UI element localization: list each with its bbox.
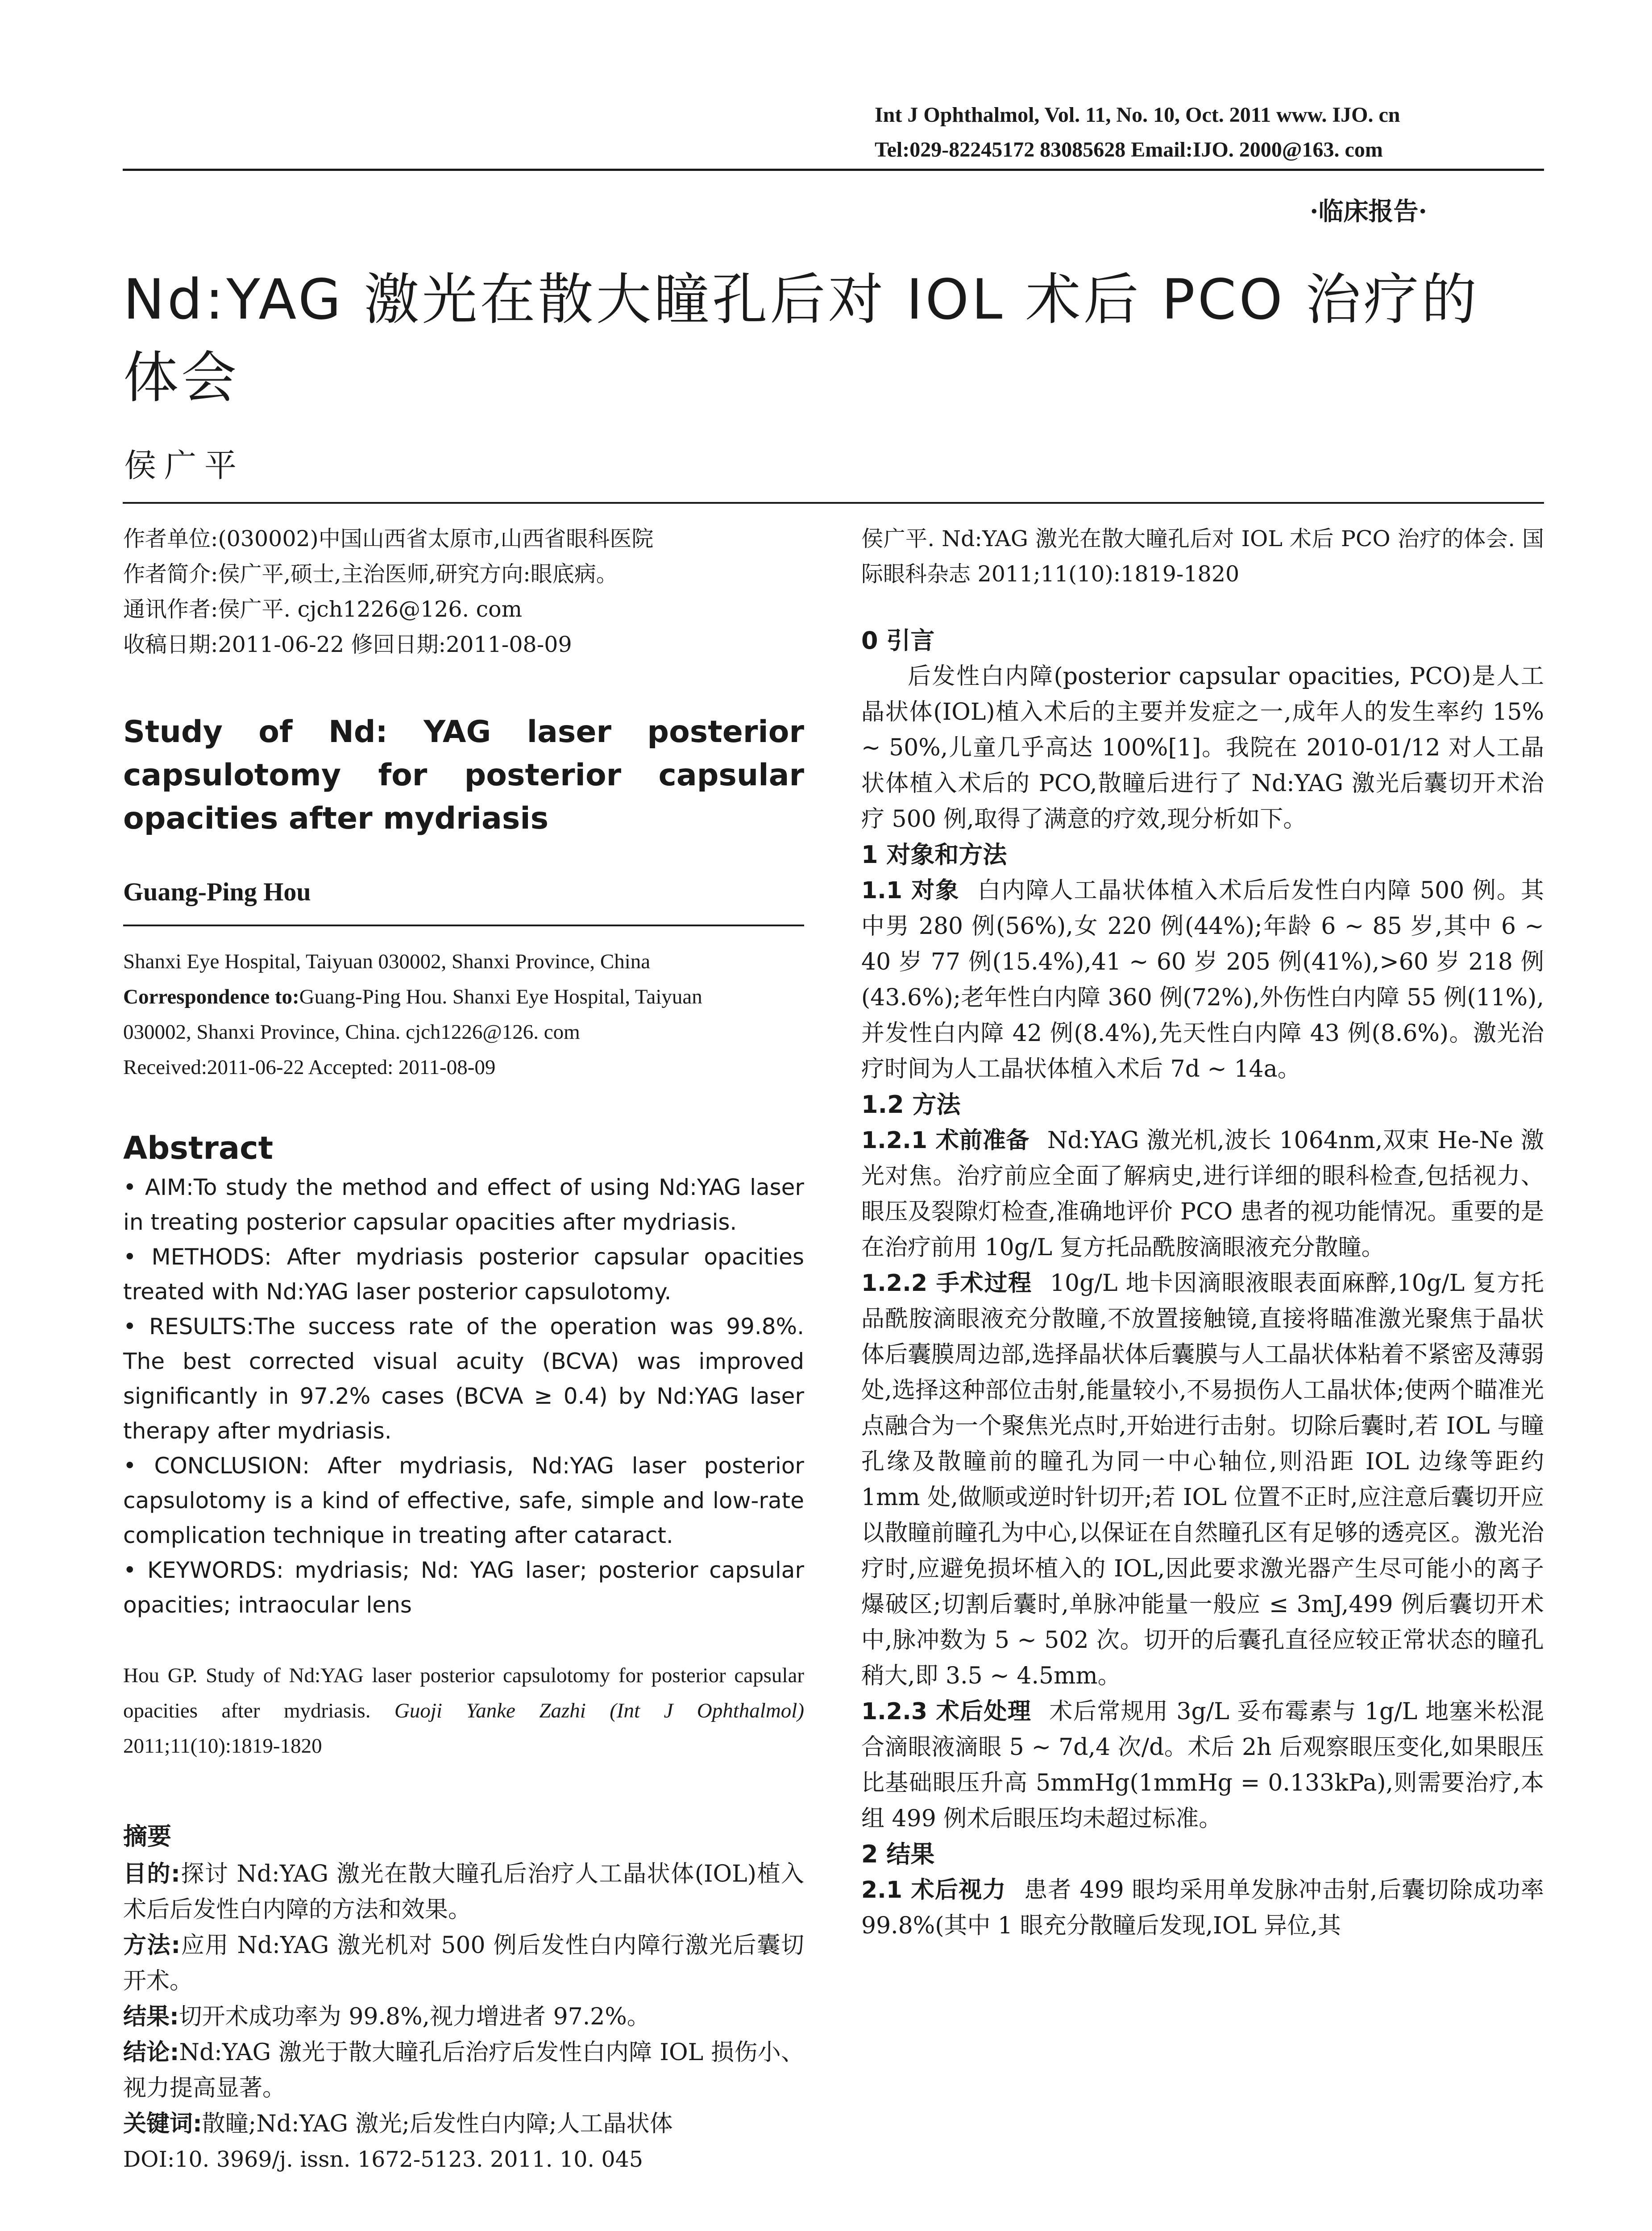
cn-keywords-label: 关键词: bbox=[123, 2111, 202, 2137]
cn-conclusion-text: Nd:YAG 激光于散大瞳孔后治疗后发性白内障 IOL 损伤小、视力提高显著。 bbox=[123, 2039, 804, 2102]
section-1-1-text: 白内障人工晶状体植入术后后发性白内障 500 例。其中男 280 例(56%),女 220 例(44%);年龄 6 ~ 85 岁,其中 6 ~ 40 岁 77 例(15.4%),41 ~ 60 岁 205 例(41%),>60 岁 218 例(43.6%);老年性白内障 360 例(72%),外伤性白内障 55 例(11%),并发性白内障 42 例(8.4%),先天性白内障 43 例(8.6%)。激光治疗时间为人工晶状体植入术后 7d ~ 14a。 bbox=[861, 877, 1544, 1082]
en-affil-line: Shanxi Eye Hospital, Taiyuan 030002, Shanxi Province, China bbox=[123, 950, 651, 973]
citation-en-part2: 2011;11(10):1819-1820 bbox=[123, 1734, 322, 1758]
title-rule bbox=[123, 502, 1544, 504]
en-title-line: capsulotomy for posterior capsular bbox=[123, 758, 804, 793]
cn-doi: DOI:10. 3969/j. issn. 1672-5123. 2011. 10. 045 bbox=[123, 2147, 643, 2172]
cn-methods-text: 应用 Nd:YAG 激光机对 500 例后发性白内障行激光后囊切开术。 bbox=[123, 1932, 805, 1995]
section-2-1-text: 患者 499 眼均采用单发脉冲击射,后囊切除成功率 99.8%(其中 1 眼充分散瞳后发现,IOL 异位,其 bbox=[861, 1877, 1544, 1939]
abstract-body bbox=[123, 1170, 804, 1622]
section-2-1 bbox=[861, 1872, 1544, 1944]
cn-aim-text: 探讨 Nd:YAG 激光在散大瞳孔后治疗人工晶状体(IOL)植入术后后发性白内障的方法和效果。 bbox=[123, 1861, 804, 1923]
cn-abstract-methods bbox=[123, 1928, 804, 1999]
title-cn-line2: 体会 bbox=[123, 346, 240, 410]
en-dates-line: Received:2011-06-22 Accepted: 2011-08-09 bbox=[123, 1056, 496, 1079]
cn-methods-label: 方法: bbox=[123, 1932, 181, 1959]
cn-abstract-keywords bbox=[123, 2106, 804, 2142]
cn-aim-label: 目的: bbox=[123, 1861, 180, 1887]
cn-abstract-heading: 摘要 bbox=[123, 1822, 171, 1850]
affil-line: 作者简介:侯广平,硕士,主治医师,研究方向:眼底病。 bbox=[123, 561, 618, 587]
en-correspondence bbox=[123, 979, 804, 1015]
en-title-line: Study of Nd: YAG laser posterior bbox=[123, 714, 804, 750]
section-2-heading: 2 结果 bbox=[861, 1840, 935, 1868]
section-1-2-3-label: 1.2.3 术后处理 bbox=[861, 1698, 1032, 1725]
affil-line: 作者单位:(030002)中国山西省太原市,山西省眼科医院 bbox=[123, 526, 654, 552]
abstract-keywords: • KEYWORDS: mydriasis; Nd: YAG laser; posterior capsular opacities; intraocular lens bbox=[123, 1557, 804, 1618]
affil-line: 通讯作者:侯广平. cjch1226@126. com bbox=[123, 597, 523, 622]
section-1-2-2-label: 1.2.2 手术过程 bbox=[861, 1270, 1032, 1297]
en-title-line: opacities after mydriasis bbox=[123, 801, 549, 836]
title-cn-line1: Nd:YAG 激光在散大瞳孔后对 IOL 术后 PCO 治疗的 bbox=[123, 268, 1480, 332]
citation-cn: 侯广平. Nd:YAG 激光在散大瞳孔后对 IOL 术后 PCO 治疗的体会. 国际眼科杂志 2011;11(10):1819-1820 bbox=[861, 526, 1544, 587]
author-cn: 侯广平 bbox=[124, 447, 245, 484]
section-1-2-2 bbox=[861, 1265, 1544, 1694]
cn-results-label: 结果: bbox=[123, 2003, 179, 2030]
en-affil-line: 030002, Shanxi Province, China. cjch1226@126. com bbox=[123, 1020, 580, 1044]
section-tag: ·临床报告· bbox=[1310, 197, 1427, 226]
cn-results-text: 切开术成功率为 99.8%,视力增进者 97.2%。 bbox=[178, 2003, 650, 2030]
english-title bbox=[123, 710, 804, 840]
cn-conclusion-label: 结论: bbox=[123, 2039, 179, 2066]
section-1-2-3-text: 术后常规用 3g/L 妥布霉素与 1g/L 地塞米松混合滴眼液滴眼 5 ~ 7d,4 次/d。术后 2h 后观察眼压变化,如果眼压比基础眼压升高 5mmHg(1mmHg = 0.133kPa),则需要治疗,本组 499 例术后眼压均未超过标准。 bbox=[861, 1698, 1544, 1832]
journal-header-line: Int J Ophthalmol, Vol. 11, No. 10, Oct. 2011 www. IJO. cn bbox=[875, 103, 1400, 127]
left-column bbox=[123, 521, 804, 2177]
citation-en-part1: Hou GP. Study of Nd:YAG laser posterior capsulotomy for posterior capsular opacities after mydriasis. bbox=[123, 1664, 804, 1722]
section-0-text: 后发性白内障(posterior capsular opacities, PCO)是人工晶状体(IOL)植入术后的主要并发症之一,成年人的发生率约 15% ~ 50%,儿童几乎高达 100%[1]。我院在 2010-01/12 对人工晶状体植入术后的 PCO,散瞳后进行了 Nd:YAG 激光后囊切开术治疗 500 例,取得了满意的疗效,现分析如下。 bbox=[861, 663, 1544, 833]
right-column bbox=[861, 521, 1544, 1944]
abstract-conclusion: • CONCLUSION: After mydriasis, Nd:YAG laser posterior capsulotomy is a kind of effective, safe, simple and low-rate complication technique in treating after cataract. bbox=[123, 1453, 804, 1548]
en-author: Guang-Ping Hou bbox=[123, 877, 311, 906]
section-2-1-label: 2.1 术后视力 bbox=[861, 1877, 1006, 1903]
cn-abstract-results bbox=[123, 1999, 804, 2035]
en-author-rule bbox=[123, 925, 804, 926]
journal-contact-line: Tel:029-82245172 83085628 Email:IJO. 2000@163. com bbox=[875, 138, 1383, 162]
section-1-1 bbox=[861, 873, 1544, 1087]
cn-keywords-text: 散瞳;Nd:YAG 激光;后发性白内障;人工晶状体 bbox=[202, 2111, 673, 2137]
affiliation-block bbox=[123, 521, 804, 662]
section-1-2-3 bbox=[861, 1694, 1544, 1837]
affil-line: 收稿日期:2011-06-22 修回日期:2011-08-09 bbox=[123, 632, 572, 657]
cn-abstract-body bbox=[123, 1856, 804, 2177]
correspondence-label: Correspondence to: bbox=[123, 985, 299, 1008]
section-1-2-1-label: 1.2.1 术前准备 bbox=[861, 1127, 1029, 1154]
section-1-2-1 bbox=[861, 1123, 1544, 1265]
section-1-2-2-text: 10g/L 地卡因滴眼液眼表面麻醉,10g/L 复方托品酰胺滴眼液充分散瞳,不放置接触镜,直接将瞄准激光聚焦于晶状体后囊膜周边部,选择晶状体后囊膜与人工晶状体粘着不紧密及薄弱处,选择这种部位击射,能量较小,不易损伤人工晶状体;使两个瞄准光点融合为一个聚焦光点时,开始进行击射。切除后囊时,若 IOL 与瞳孔缘及散瞳前的瞳孔为同一中心轴位,则沿距 IOL 边缘等距约 1mm 处,做顺或逆时针切开;若 IOL 位置不正时,应注意后囊切开应以散瞳前瞳孔为中心,以保证在自然瞳孔区有足够的透亮区。激光治疗时,应避免损坏植入的 IOL,因此要求激光器产生尽可能小的离子爆破区;切割后囊时,单脉冲能量一般应 ≤ 3mJ,499 例后囊切开术中,脉冲数为 5 ~ 502 次。切开的后囊孔直径应较正常状态的瞳孔稍大,即 3.5 ~ 4.5mm。 bbox=[861, 1270, 1544, 1689]
header-rule bbox=[123, 169, 1544, 171]
correspondence-text: Guang-Ping Hou. Shanxi Eye Hospital, Taiyuan bbox=[299, 985, 702, 1008]
en-affiliation-block bbox=[123, 944, 804, 1085]
abstract-heading: Abstract bbox=[123, 1130, 274, 1166]
cn-abstract-aim bbox=[123, 1856, 804, 1928]
abstract-results: • RESULTS:The success rate of the operation was 99.8%. The best corrected visual acuity (BCVA) was improved significantly in 97.2% cases (BCVA ≥ 0.4) by Nd:YAG laser therapy after mydriasis. bbox=[123, 1314, 804, 1444]
citation-en-journal: Guoji Yanke Zazhi (Int J Ophthalmol) bbox=[394, 1699, 804, 1722]
abstract-methods: • METHODS: After mydriasis posterior capsular opacities treated with Nd:YAG laser posterior capsulotomy. bbox=[123, 1244, 804, 1305]
citation-en bbox=[123, 1658, 804, 1764]
section-1-2-1-text: Nd:YAG 激光机,波长 1064nm,双束 He-Ne 激光对焦。治疗前应全面了解病史,进行详细的眼科检查,包括视力、眼压及裂隙灯检查,准确地评价 PCO 患者的视功能情况。重要的是在治疗前用 10g/L 复方托品酰胺滴眼液充分散瞳。 bbox=[861, 1127, 1544, 1261]
section-1-heading: 1 对象和方法 bbox=[861, 841, 1007, 869]
section-0-heading: 0 引言 bbox=[861, 626, 935, 655]
cn-abstract-conclusion bbox=[123, 2035, 804, 2106]
section-1-1-label: 1.1 对象 bbox=[861, 877, 960, 904]
abstract-aim: • AIM:To study the method and effect of using Nd:YAG laser in treating posterior capsular opacities after mydriasis. bbox=[123, 1174, 804, 1235]
section-1-2-heading: 1.2 方法 bbox=[861, 1091, 961, 1119]
